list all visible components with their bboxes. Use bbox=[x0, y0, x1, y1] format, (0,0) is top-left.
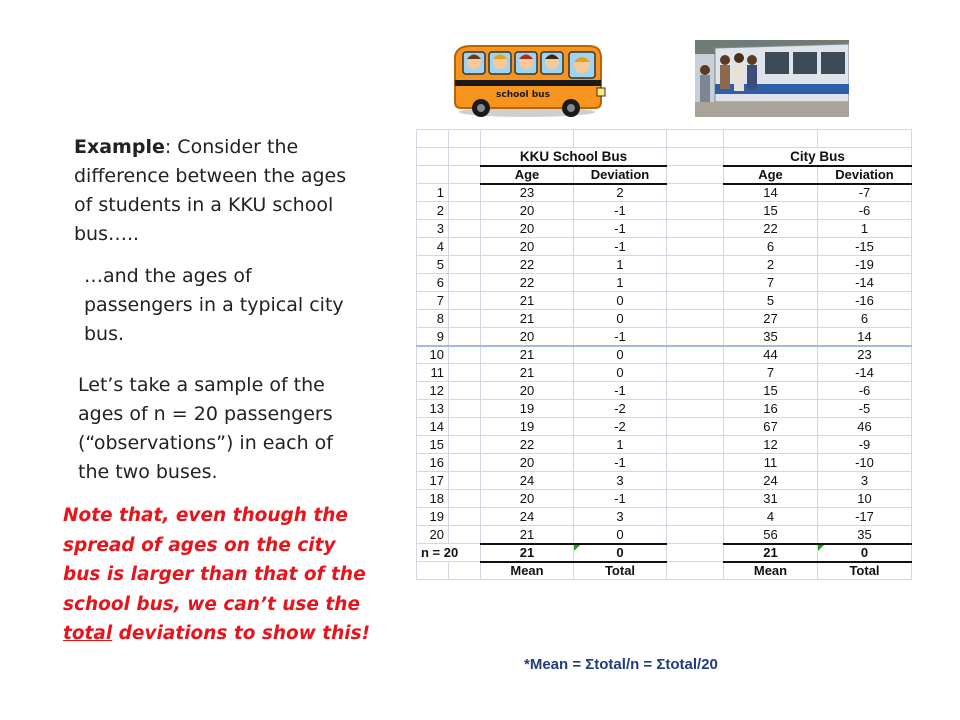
table-row bbox=[417, 202, 912, 220]
school-deviation-cell: -1 bbox=[574, 328, 667, 346]
city-bus-text: …and the ages of passengers in a typical city bus. bbox=[84, 265, 344, 345]
school-deviation-cell: 0 bbox=[574, 310, 667, 328]
school-age-cell: 20 bbox=[481, 202, 574, 220]
city-deviation-cell: -9 bbox=[818, 436, 912, 454]
city-age-cell: 35 bbox=[724, 328, 818, 346]
school-age-cell: 21 bbox=[481, 364, 574, 382]
table-header-row bbox=[417, 166, 912, 184]
city-total-label: Total bbox=[818, 562, 912, 580]
row-number: 5 bbox=[417, 256, 449, 274]
city-age-cell: 12 bbox=[724, 436, 818, 454]
table-row bbox=[417, 454, 912, 472]
row-number: 6 bbox=[417, 274, 449, 292]
school-age-cell: 20 bbox=[481, 490, 574, 508]
city-age-cell: 14 bbox=[724, 184, 818, 202]
city-deviation-cell: 6 bbox=[818, 310, 912, 328]
school-age-cell: 21 bbox=[481, 346, 574, 364]
row-number: 3 bbox=[417, 220, 449, 238]
city-age-cell: 44 bbox=[724, 346, 818, 364]
empty-cell bbox=[667, 544, 724, 562]
empty-cell bbox=[667, 238, 724, 256]
empty-cell bbox=[449, 364, 481, 382]
empty-cell bbox=[667, 526, 724, 544]
school-age-cell: 24 bbox=[481, 508, 574, 526]
row-number: 8 bbox=[417, 310, 449, 328]
city-deviation-cell: -7 bbox=[818, 184, 912, 202]
city-deviation-cell: -19 bbox=[818, 256, 912, 274]
empty-cell bbox=[449, 436, 481, 454]
road bbox=[695, 102, 849, 117]
school-age-cell: 21 bbox=[481, 292, 574, 310]
school-deviation-cell: -2 bbox=[574, 418, 667, 436]
school-bus-image bbox=[449, 40, 606, 118]
school-age-cell: 19 bbox=[481, 418, 574, 436]
empty-cell bbox=[449, 382, 481, 400]
table-row bbox=[417, 346, 912, 364]
empty-cell bbox=[667, 454, 724, 472]
city-deviation-cell: -16 bbox=[818, 292, 912, 310]
city-deviation-cell: -14 bbox=[818, 364, 912, 382]
row-number: 9 bbox=[417, 328, 449, 346]
city-deviation-cell: 3 bbox=[818, 472, 912, 490]
empty-cell bbox=[667, 220, 724, 238]
empty-cell bbox=[667, 328, 724, 346]
city-age-cell: 16 bbox=[724, 400, 818, 418]
empty-cell bbox=[667, 382, 724, 400]
city-deviation-cell: 23 bbox=[818, 346, 912, 364]
empty-cell bbox=[449, 238, 481, 256]
school-mean-label: Mean bbox=[481, 562, 574, 580]
empty-cell bbox=[667, 364, 724, 382]
empty-cell bbox=[449, 472, 481, 490]
city-deviation-cell: 14 bbox=[818, 328, 912, 346]
empty-cell bbox=[449, 400, 481, 418]
school-mean-value: 21 bbox=[481, 544, 574, 562]
empty-cell bbox=[449, 562, 481, 580]
example-body: : Consider the difference between the ages of students in a KKU school bus….. bbox=[74, 136, 347, 245]
table-row bbox=[417, 328, 912, 346]
school-age-cell: 20 bbox=[481, 328, 574, 346]
empty-cell bbox=[449, 220, 481, 238]
bus-windows-photo bbox=[765, 52, 845, 74]
city-deviation-cell: -17 bbox=[818, 508, 912, 526]
table-row bbox=[417, 508, 912, 526]
table-row bbox=[417, 184, 912, 202]
city-deviation-cell: -6 bbox=[818, 382, 912, 400]
ages-table bbox=[416, 129, 912, 580]
table-row bbox=[417, 274, 912, 292]
bus-headlight bbox=[597, 88, 605, 96]
city-deviation-cell: 1 bbox=[818, 220, 912, 238]
school-age-cell: 19 bbox=[481, 400, 574, 418]
empty-cell bbox=[449, 274, 481, 292]
table-row bbox=[417, 400, 912, 418]
footer-row bbox=[417, 562, 912, 580]
city-age-cell: 27 bbox=[724, 310, 818, 328]
empty-cell bbox=[449, 328, 481, 346]
school-age-cell: 21 bbox=[481, 526, 574, 544]
table-row bbox=[417, 382, 912, 400]
city-deviation-cell: 10 bbox=[818, 490, 912, 508]
empty-cell bbox=[417, 562, 449, 580]
mean-footnote: *Mean = Σtotal/n = Σtotal/20 bbox=[524, 656, 718, 673]
school-deviation-cell: -1 bbox=[574, 382, 667, 400]
school-deviation-cell: -1 bbox=[574, 454, 667, 472]
school-deviation-cell: 1 bbox=[574, 274, 667, 292]
city-mean-value: 21 bbox=[724, 544, 818, 562]
empty-cell bbox=[667, 562, 724, 580]
row-number: 11 bbox=[417, 364, 449, 382]
city-age-cell: 22 bbox=[724, 220, 818, 238]
school-deviation-cell: 3 bbox=[574, 508, 667, 526]
row-number: 19 bbox=[417, 508, 449, 526]
table-row bbox=[417, 472, 912, 490]
city-mean-label: Mean bbox=[724, 562, 818, 580]
n-label: n = 20 bbox=[417, 544, 481, 562]
school-age-cell: 22 bbox=[481, 274, 574, 292]
city-deviation-cell: 46 bbox=[818, 418, 912, 436]
row-number: 20 bbox=[417, 526, 449, 544]
empty-cell bbox=[667, 256, 724, 274]
empty-cell bbox=[449, 346, 481, 364]
school-deviation-cell: -1 bbox=[574, 490, 667, 508]
empty-cell bbox=[449, 310, 481, 328]
note-text bbox=[63, 501, 373, 649]
empty-cell bbox=[667, 490, 724, 508]
empty-cell bbox=[449, 526, 481, 544]
table-row bbox=[417, 526, 912, 544]
school-deviation-cell: 2 bbox=[574, 184, 667, 202]
school-age-cell: 20 bbox=[481, 454, 574, 472]
row-number: 14 bbox=[417, 418, 449, 436]
city-total-value: 0 bbox=[818, 544, 912, 562]
summary-row bbox=[417, 544, 912, 562]
city-age-cell: 67 bbox=[724, 418, 818, 436]
city-age-cell: 7 bbox=[724, 274, 818, 292]
city-age-cell: 7 bbox=[724, 364, 818, 382]
row-number: 1 bbox=[417, 184, 449, 202]
city-deviation-cell: -6 bbox=[818, 202, 912, 220]
table-row bbox=[417, 418, 912, 436]
empty-cell bbox=[667, 310, 724, 328]
example-text bbox=[74, 133, 364, 249]
city-age-cell: 6 bbox=[724, 238, 818, 256]
school-age-cell: 20 bbox=[481, 220, 574, 238]
bus-sign-text: school bus bbox=[496, 90, 550, 100]
bus-stripe bbox=[455, 80, 601, 86]
row-number: 16 bbox=[417, 454, 449, 472]
row-number: 2 bbox=[417, 202, 449, 220]
table-row bbox=[417, 220, 912, 238]
row-number: 13 bbox=[417, 400, 449, 418]
table-title-row bbox=[417, 148, 912, 166]
row-number: 15 bbox=[417, 436, 449, 454]
city-age-cell: 56 bbox=[724, 526, 818, 544]
sample-text: Let’s take a sample of the ages of n = 20 passengers (“observations”) in each of the two buses. bbox=[78, 374, 333, 483]
school-deviation-cell: 0 bbox=[574, 526, 667, 544]
school-bus-title: KKU School Bus bbox=[481, 148, 667, 166]
row-number: 18 bbox=[417, 490, 449, 508]
table-blank-row bbox=[417, 130, 912, 148]
row-number: 17 bbox=[417, 472, 449, 490]
school-deviation-cell: 0 bbox=[574, 346, 667, 364]
school-deviation-cell: -1 bbox=[574, 202, 667, 220]
empty-cell bbox=[667, 292, 724, 310]
empty-cell bbox=[667, 346, 724, 364]
city-deviation-header: Deviation bbox=[818, 166, 912, 184]
school-deviation-cell: -1 bbox=[574, 238, 667, 256]
empty-cell bbox=[667, 184, 724, 202]
table-row bbox=[417, 292, 912, 310]
table-row bbox=[417, 256, 912, 274]
city-deviation-cell: -5 bbox=[818, 400, 912, 418]
row-number: 7 bbox=[417, 292, 449, 310]
city-deviation-cell: -14 bbox=[818, 274, 912, 292]
table-row bbox=[417, 436, 912, 454]
city-age-cell: 4 bbox=[724, 508, 818, 526]
empty-cell bbox=[667, 472, 724, 490]
empty-cell bbox=[667, 274, 724, 292]
empty-cell bbox=[449, 418, 481, 436]
city-age-cell: 11 bbox=[724, 454, 818, 472]
school-total-value: 0 bbox=[574, 544, 667, 562]
empty-cell bbox=[449, 202, 481, 220]
city-age-cell: 2 bbox=[724, 256, 818, 274]
empty-cell bbox=[449, 292, 481, 310]
empty-cell bbox=[449, 490, 481, 508]
school-deviation-cell: 0 bbox=[574, 364, 667, 382]
note-part-2: deviations to show this! bbox=[112, 623, 371, 644]
school-deviation-header: Deviation bbox=[574, 166, 667, 184]
empty-cell bbox=[667, 202, 724, 220]
empty-cell bbox=[667, 400, 724, 418]
school-deviation-cell: 3 bbox=[574, 472, 667, 490]
school-deviation-cell: 0 bbox=[574, 292, 667, 310]
city-age-cell: 24 bbox=[724, 472, 818, 490]
note-part-1: Note that, even though the spread of ages on the city bus is larger than that of the school bus, we can’t use the bbox=[63, 505, 366, 615]
empty-cell bbox=[449, 508, 481, 526]
school-age-cell: 22 bbox=[481, 256, 574, 274]
table-row bbox=[417, 310, 912, 328]
empty-cell bbox=[449, 184, 481, 202]
school-deviation-cell: -2 bbox=[574, 400, 667, 418]
city-bus-title: City Bus bbox=[724, 148, 912, 166]
row-number: 12 bbox=[417, 382, 449, 400]
empty-cell bbox=[667, 436, 724, 454]
school-age-cell: 22 bbox=[481, 436, 574, 454]
empty-cell bbox=[667, 508, 724, 526]
table-row bbox=[417, 364, 912, 382]
school-deviation-cell: 1 bbox=[574, 436, 667, 454]
city-age-cell: 31 bbox=[724, 490, 818, 508]
school-age-cell: 24 bbox=[481, 472, 574, 490]
school-total-label: Total bbox=[574, 562, 667, 580]
school-deviation-cell: -1 bbox=[574, 220, 667, 238]
school-deviation-cell: 1 bbox=[574, 256, 667, 274]
city-deviation-cell: -10 bbox=[818, 454, 912, 472]
row-number: 10 bbox=[417, 346, 449, 364]
table-row bbox=[417, 490, 912, 508]
city-bus-photo bbox=[695, 40, 849, 117]
table-row bbox=[417, 238, 912, 256]
row-number: 4 bbox=[417, 238, 449, 256]
school-age-cell: 21 bbox=[481, 310, 574, 328]
city-age-cell: 15 bbox=[724, 202, 818, 220]
school-age-cell: 20 bbox=[481, 382, 574, 400]
note-underlined-word: total bbox=[63, 623, 113, 644]
school-age-cell: 20 bbox=[481, 238, 574, 256]
empty-cell bbox=[667, 418, 724, 436]
empty-cell bbox=[449, 454, 481, 472]
example-label: Example bbox=[74, 136, 165, 158]
city-age-cell: 15 bbox=[724, 382, 818, 400]
city-age-header: Age bbox=[724, 166, 818, 184]
city-deviation-cell: -15 bbox=[818, 238, 912, 256]
school-age-cell: 23 bbox=[481, 184, 574, 202]
school-age-header: Age bbox=[481, 166, 574, 184]
empty-cell bbox=[449, 256, 481, 274]
city-age-cell: 5 bbox=[724, 292, 818, 310]
city-deviation-cell: 35 bbox=[818, 526, 912, 544]
